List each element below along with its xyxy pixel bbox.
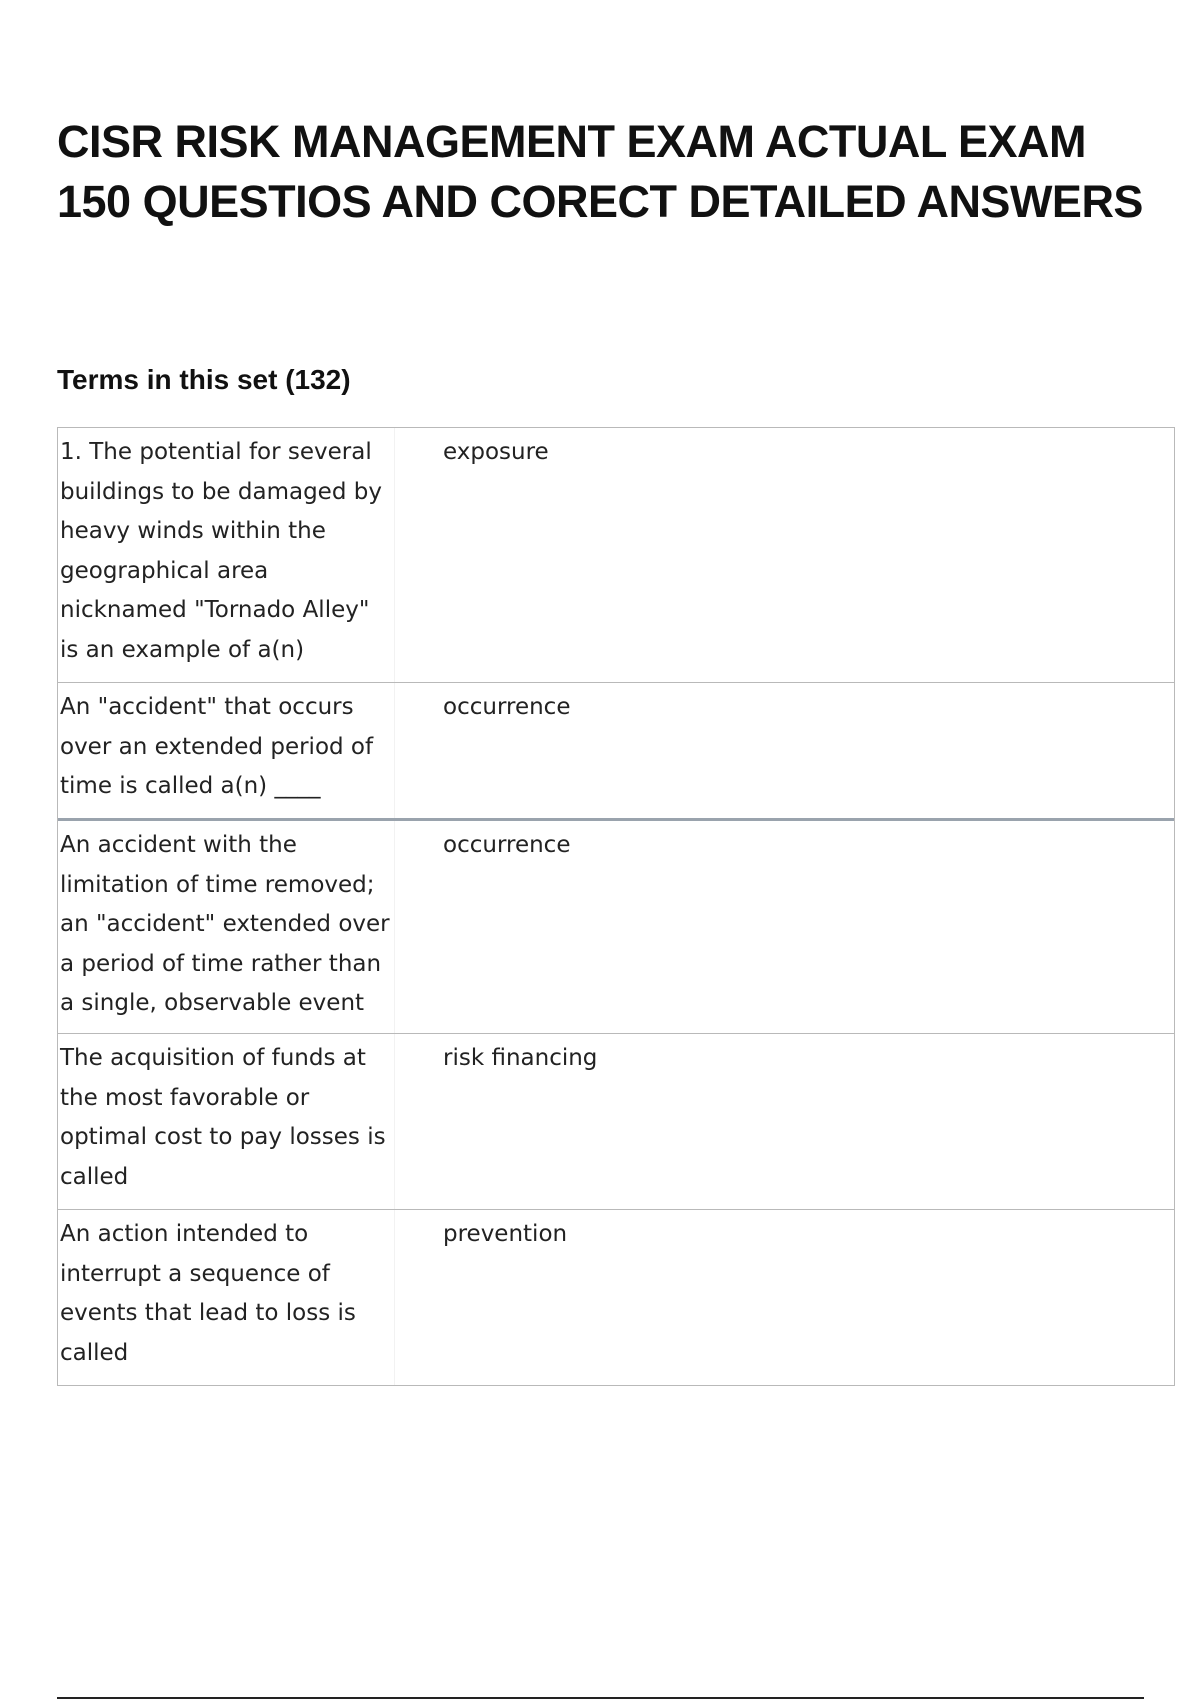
term-answer: risk financing xyxy=(443,1045,598,1071)
term-answer: occurrence xyxy=(443,694,571,720)
term-question: The acquisition of funds at the most favorable or optimal cost to pay losses is called xyxy=(58,1034,395,1209)
term-row xyxy=(58,818,1174,1033)
term-row xyxy=(58,1209,1174,1385)
term-question: An action intended to interrupt a sequence of events that lead to loss is called xyxy=(58,1210,395,1385)
term-row xyxy=(58,428,1174,682)
term-question: An "accident" that occurs over an extended period of time is called a(n) ____ xyxy=(58,683,395,818)
term-question: An accident with the limitation of time removed; an "accident" extended over a period of time rather than a single, observable event xyxy=(58,821,395,1033)
term-row xyxy=(58,1033,1174,1209)
term-answer: exposure xyxy=(443,439,549,465)
term-row xyxy=(58,682,1174,818)
page-title: CISR RISK MANAGEMENT EXAM ACTUAL EXAM 150 QUESTIOS AND CORECT DETAILED ANSWERS xyxy=(57,116,1143,227)
terms-table xyxy=(57,427,1175,1386)
term-answer: prevention xyxy=(443,1221,568,1247)
term-answer: occurrence xyxy=(443,832,571,858)
footer-divider xyxy=(57,1697,1144,1699)
terms-count-heading: Terms in this set (132) xyxy=(57,364,351,395)
term-question: 1. The potential for several buildings to be damaged by heavy winds within the geographical area nicknamed "Tornado Alley" is an example of a(n) xyxy=(58,428,395,682)
